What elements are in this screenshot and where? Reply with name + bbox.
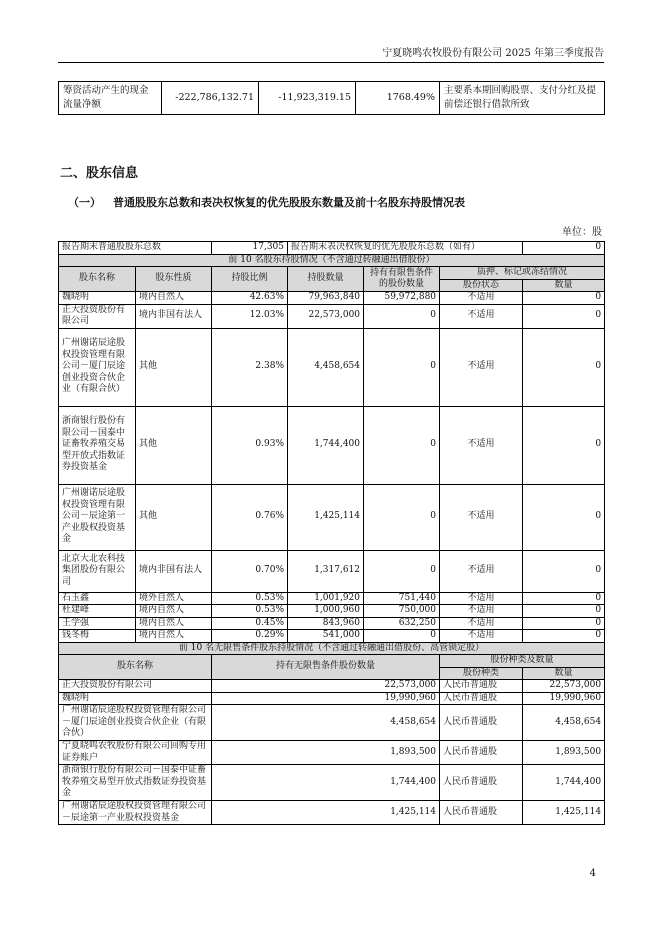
cell-status: 不适用 bbox=[440, 292, 523, 305]
cell-pledged: 0 bbox=[523, 328, 605, 406]
table-row bbox=[59, 550, 605, 592]
subsection-text: 普通股股东总数和表决权恢复的优先股股东数量及前十名股东持股情况表 bbox=[113, 196, 465, 209]
cell-nature: 境外自然人 bbox=[136, 592, 212, 605]
cell-name: 魏晓明 bbox=[59, 292, 136, 305]
table-row bbox=[59, 642, 605, 655]
cell-name: 广州谢诺辰途股权投资管理有限公司－厦门辰途创业投资合伙企业（有限合伙） bbox=[59, 328, 136, 406]
cell-quantity: 19,990,960 bbox=[212, 692, 440, 705]
cell-name: 正大投资股份有限公司 bbox=[59, 680, 212, 693]
cell-status: 不适用 bbox=[440, 617, 523, 630]
cell-quantity: 1,425,114 bbox=[212, 801, 440, 825]
cell-pledged: 0 bbox=[523, 292, 605, 305]
cell-name: 杜建峰 bbox=[59, 605, 136, 618]
cell-ratio: 0.45% bbox=[212, 617, 288, 630]
cell-quantity: 1,744,400 bbox=[212, 765, 440, 801]
cell-status: 不适用 bbox=[440, 328, 523, 406]
cell-quantity: 79,963,840 bbox=[288, 292, 364, 305]
cell-name: 北京大北农科技集团股份有限公司 bbox=[59, 550, 136, 592]
table-row bbox=[59, 304, 605, 328]
cell-name: 王学强 bbox=[59, 617, 136, 630]
cell-quantity: 4,458,654 bbox=[212, 705, 440, 741]
cell-restricted: 0 bbox=[364, 484, 440, 550]
subsection-title bbox=[68, 194, 465, 210]
cell-count: 19,990,960 bbox=[523, 692, 605, 705]
cell-nature: 境内自然人 bbox=[136, 292, 212, 305]
cell-name: 广州谢诺辰途股权投资管理有限公司－厦门辰途创业投资合伙企业（有限合伙） bbox=[59, 705, 212, 741]
cell-status: 不适用 bbox=[440, 592, 523, 605]
cell-pledged: 0 bbox=[523, 617, 605, 630]
cell-pledged: 0 bbox=[523, 550, 605, 592]
cell-restricted: 0 bbox=[364, 328, 440, 406]
cell-quantity: 22,573,000 bbox=[288, 304, 364, 328]
cell-quantity: 1,893,500 bbox=[212, 741, 440, 765]
cell-ratio: 0.70% bbox=[212, 550, 288, 592]
unrestricted-section bbox=[59, 642, 605, 825]
cell-status: 不适用 bbox=[440, 605, 523, 618]
cell-name: 广州谢诺辰途股权投资管理有限公司－辰途第一产业股权投资基金 bbox=[59, 484, 136, 550]
col-header-nature: 股东性质 bbox=[136, 267, 212, 292]
cell-count: 1,744,400 bbox=[523, 765, 605, 801]
table-row bbox=[59, 254, 605, 267]
col-header-name: 股东名称 bbox=[59, 267, 136, 292]
cell-nature: 境内非国有法人 bbox=[136, 550, 212, 592]
cell-kind: 人民币普通股 bbox=[440, 705, 523, 741]
table-row bbox=[59, 484, 605, 550]
cell-nature: 境内非国有法人 bbox=[136, 304, 212, 328]
table-row bbox=[59, 680, 605, 693]
cell-quantity: 541,000 bbox=[288, 630, 364, 643]
col-header-pledge-qty: 数量 bbox=[523, 279, 605, 292]
cell-restricted: 750,000 bbox=[364, 605, 440, 618]
cell-quantity: 22,573,000 bbox=[212, 680, 440, 693]
top10-title: 前 10 名股东持股情况（不含通过转融通出借股份） bbox=[59, 254, 605, 267]
cell-pledged: 0 bbox=[523, 406, 605, 484]
cell-count: 4,458,654 bbox=[523, 705, 605, 741]
table-row bbox=[59, 801, 605, 825]
cell-kind: 人民币普通股 bbox=[440, 680, 523, 693]
cell-quantity: 1,001,920 bbox=[288, 592, 364, 605]
cell-quantity: 1,425,114 bbox=[288, 484, 364, 550]
cell-ratio: 0.29% bbox=[212, 630, 288, 643]
cell-restricted: 0 bbox=[364, 304, 440, 328]
cell-nature: 其他 bbox=[136, 328, 212, 406]
cell-nature: 其他 bbox=[136, 406, 212, 484]
cell-status: 不适用 bbox=[440, 304, 523, 328]
preferred-holders-value: 0 bbox=[523, 242, 605, 255]
cell-ratio: 0.93% bbox=[212, 406, 288, 484]
unrestricted-title: 前 10 名无限售条件股东持股情况（不含通过转融通出借股份、高管锁定股） bbox=[59, 642, 605, 655]
cashflow-table bbox=[58, 81, 605, 115]
table-row bbox=[59, 406, 605, 484]
cell-kind: 人民币普通股 bbox=[440, 765, 523, 801]
cell-quantity: 1,317,612 bbox=[288, 550, 364, 592]
table-row bbox=[59, 242, 605, 255]
cell-nature: 境内自然人 bbox=[136, 605, 212, 618]
cell-nature: 其他 bbox=[136, 484, 212, 550]
page-header: 宁夏晓鸣农牧股份有限公司 2025 年第三季度报告 bbox=[382, 48, 604, 59]
cell-name: 正大投资股份有限公司 bbox=[59, 304, 136, 328]
unit-label: 单位：股 bbox=[562, 227, 602, 238]
col-header-count: 数量 bbox=[523, 667, 605, 680]
common-holders-label: 报告期末普通股股东总数 bbox=[59, 242, 212, 255]
table-row bbox=[59, 328, 605, 406]
preferred-holders-label: 报告期末表决权恢复的优先股股东总数（如有） bbox=[288, 242, 523, 255]
shareholders-table bbox=[58, 241, 605, 825]
cell-name: 钱冬梅 bbox=[59, 630, 136, 643]
table-row bbox=[59, 617, 605, 630]
col-header-kind: 股份种类 bbox=[440, 667, 523, 680]
col-header-pledge: 质押、标记或冻结情况 bbox=[440, 267, 605, 280]
cashflow-change: 1768.49% bbox=[356, 82, 440, 115]
col-header-name: 股东名称 bbox=[59, 655, 212, 680]
cell-name: 浙商银行股份有限公司－国泰中证畜牧养殖交易型开放式指数证券投资基金 bbox=[59, 765, 212, 801]
cell-restricted: 0 bbox=[364, 550, 440, 592]
table-row bbox=[59, 705, 605, 741]
cell-quantity: 1,744,400 bbox=[288, 406, 364, 484]
cell-status: 不适用 bbox=[440, 484, 523, 550]
cell-restricted: 632,250 bbox=[364, 617, 440, 630]
cell-status: 不适用 bbox=[440, 550, 523, 592]
summary-section bbox=[59, 242, 605, 292]
table-row bbox=[59, 741, 605, 765]
cell-nature: 境内自然人 bbox=[136, 617, 212, 630]
table-row bbox=[59, 765, 605, 801]
cell-count: 22,573,000 bbox=[523, 680, 605, 693]
cell-count: 1,425,114 bbox=[523, 801, 605, 825]
cell-ratio: 42.63% bbox=[212, 292, 288, 305]
table-row bbox=[59, 82, 605, 115]
cell-ratio: 0.53% bbox=[212, 605, 288, 618]
cell-ratio: 0.53% bbox=[212, 592, 288, 605]
cell-ratio: 2.38% bbox=[212, 328, 288, 406]
cell-nature: 境内自然人 bbox=[136, 630, 212, 643]
common-holders-value: 17,305 bbox=[212, 242, 288, 255]
cell-pledged: 0 bbox=[523, 592, 605, 605]
cell-pledged: 0 bbox=[523, 605, 605, 618]
cell-kind: 人民币普通股 bbox=[440, 801, 523, 825]
cell-name: 魏晓明 bbox=[59, 692, 212, 705]
cell-status: 不适用 bbox=[440, 406, 523, 484]
cell-pledged: 0 bbox=[523, 630, 605, 643]
cell-name: 浙商银行股份有限公司－国泰中证畜牧养殖交易型开放式指数证券投资基金 bbox=[59, 406, 136, 484]
col-header-share-type: 股份种类及数量 bbox=[440, 655, 605, 668]
top10-rows bbox=[59, 292, 605, 643]
table-row bbox=[59, 692, 605, 705]
cell-kind: 人民币普通股 bbox=[440, 741, 523, 765]
cell-pledged: 0 bbox=[523, 304, 605, 328]
cell-count: 1,893,500 bbox=[523, 741, 605, 765]
cell-pledged: 0 bbox=[523, 484, 605, 550]
cell-restricted: 0 bbox=[364, 630, 440, 643]
cashflow-current: -222,786,132.71 bbox=[162, 82, 259, 115]
cell-status: 不适用 bbox=[440, 630, 523, 643]
cashflow-reason: 主要系本期回购股票、支付分红及提前偿还银行借款所致 bbox=[440, 82, 605, 115]
table-header-row bbox=[59, 267, 605, 280]
cell-name: 石玉鑫 bbox=[59, 592, 136, 605]
cell-restricted: 751,440 bbox=[364, 592, 440, 605]
cell-kind: 人民币普通股 bbox=[440, 692, 523, 705]
col-header-restricted: 持有有限售条件的股份数量 bbox=[364, 267, 440, 292]
cashflow-previous: -11,923,319.15 bbox=[259, 82, 356, 115]
col-header-pledge-status: 股份状态 bbox=[440, 279, 523, 292]
cell-quantity: 843,960 bbox=[288, 617, 364, 630]
table-row bbox=[59, 630, 605, 643]
cell-quantity: 1,000,960 bbox=[288, 605, 364, 618]
col-header-ratio: 持股比例 bbox=[212, 267, 288, 292]
col-header-unrestricted-qty: 持有无限售条件股份数量 bbox=[212, 655, 440, 680]
cell-ratio: 12.03% bbox=[212, 304, 288, 328]
col-header-quantity: 持股数量 bbox=[288, 267, 364, 292]
page-number: 4 bbox=[589, 868, 596, 879]
cell-restricted: 0 bbox=[364, 406, 440, 484]
cell-name: 广州谢诺辰途股权投资管理有限公司－辰途第一产业股权投资基金 bbox=[59, 801, 212, 825]
subsection-index: （一） bbox=[68, 196, 101, 209]
cell-name: 宁夏晓鸣农牧股份有限公司回购专用证券账户 bbox=[59, 741, 212, 765]
header-divider bbox=[58, 62, 604, 63]
cell-ratio: 0.76% bbox=[212, 484, 288, 550]
table-row bbox=[59, 292, 605, 305]
cashflow-label: 筹资活动产生的现金流量净额 bbox=[59, 82, 162, 115]
table-row bbox=[59, 605, 605, 618]
cell-restricted: 59,972,880 bbox=[364, 292, 440, 305]
cell-quantity: 4,458,654 bbox=[288, 328, 364, 406]
table-row bbox=[59, 592, 605, 605]
section-title: 二、股东信息 bbox=[60, 166, 139, 181]
table-header-row bbox=[59, 655, 605, 668]
